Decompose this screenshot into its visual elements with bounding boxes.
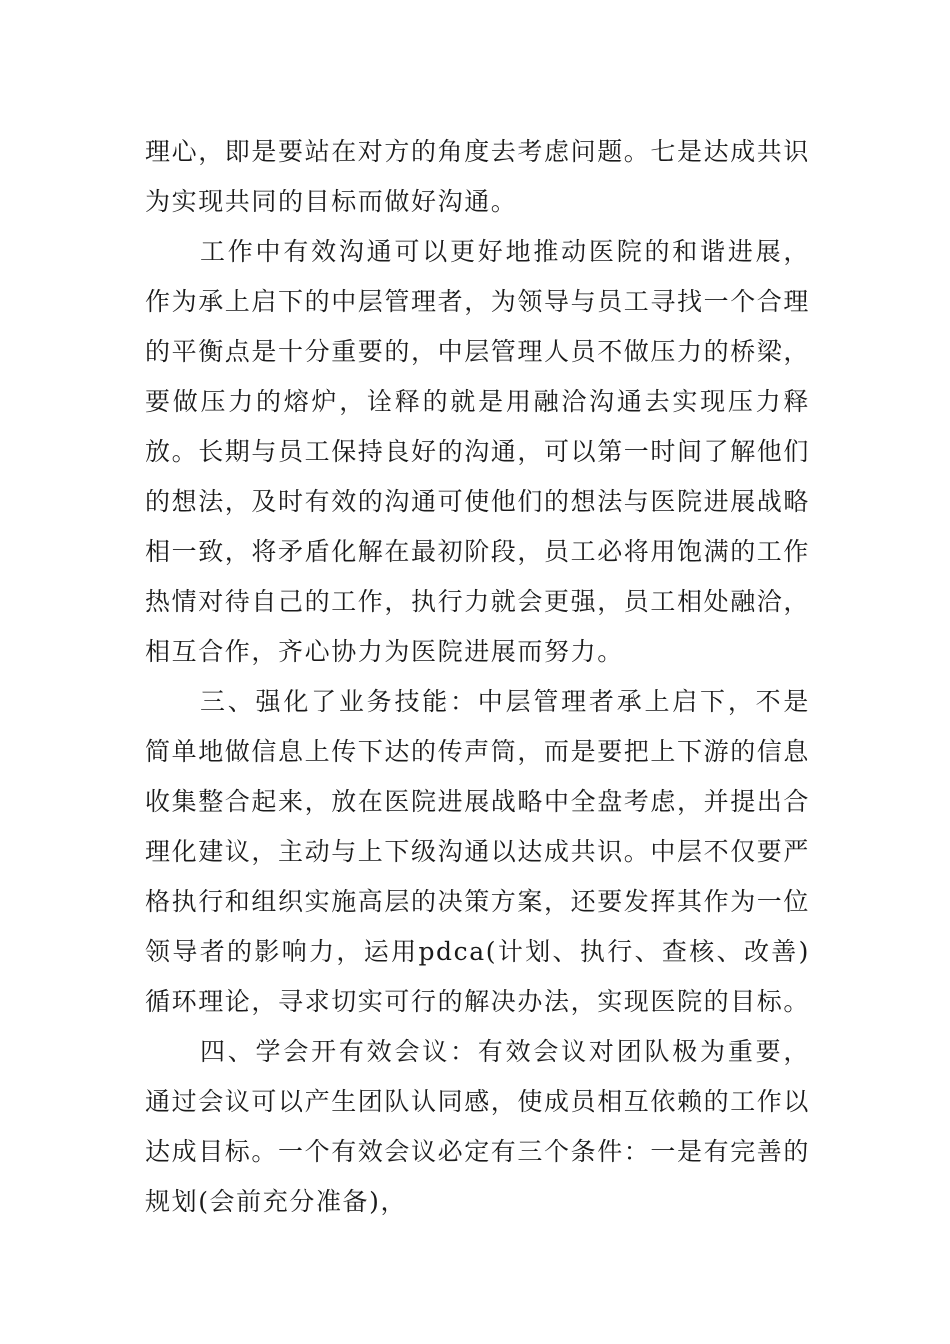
paragraph-effective-communication: 工作中有效沟通可以更好地推动医院的和谐进展，作为承上启下的中层管理者，为领导与员工寻找一个合理的平衡点是十分重要的，中层管理人员不做压力的桥梁，要做压力的熔炉，诠释的就是用融洽沟通去实现压力释放。长期与员工保持良好的沟通，可以第一时间了解他们的想法，及时有效的沟通可使他们的想法与医院进展战略相一致，将矛盾化解在最初阶段，员工必将用饱满的工作热情对待自己的工作，执行力就会更强，员工相处融洽，相互合作，齐心协力为医院进展而努力。: [145, 237, 811, 666]
paragraph-effective-meetings: 四、学会开有效会议：有效会议对团队极为重要，通过会议可以产生团队认同感，使成员相互依赖的工作以达成目标。一个有效会议必定有三个条件：一是有完善的规划(会前充分准备)，: [145, 1037, 811, 1216]
document-body: [145, 127, 810, 1227]
paragraph-business-skills: 三、强化了业务技能：中层管理者承上启下，不是简单地做信息上传下达的传声筒，而是要把上下游的信息收集整合起来，放在医院进展战略中全盘考虑，并提出合理化建议，主动与上下级沟通以达成共识。中层不仅要严格执行和组织实施高层的决策方案，还要发挥其作为一位领导者的影响力，运用pdca(计划、执行、查核、改善)循环理论，寻求切实可行的解决办法，实现医院的目标。: [145, 687, 811, 1016]
paragraph-continuation: 理心，即是要站在对方的角度去考虑问题。七是达成共识为实现共同的目标而做好沟通。: [145, 137, 811, 216]
